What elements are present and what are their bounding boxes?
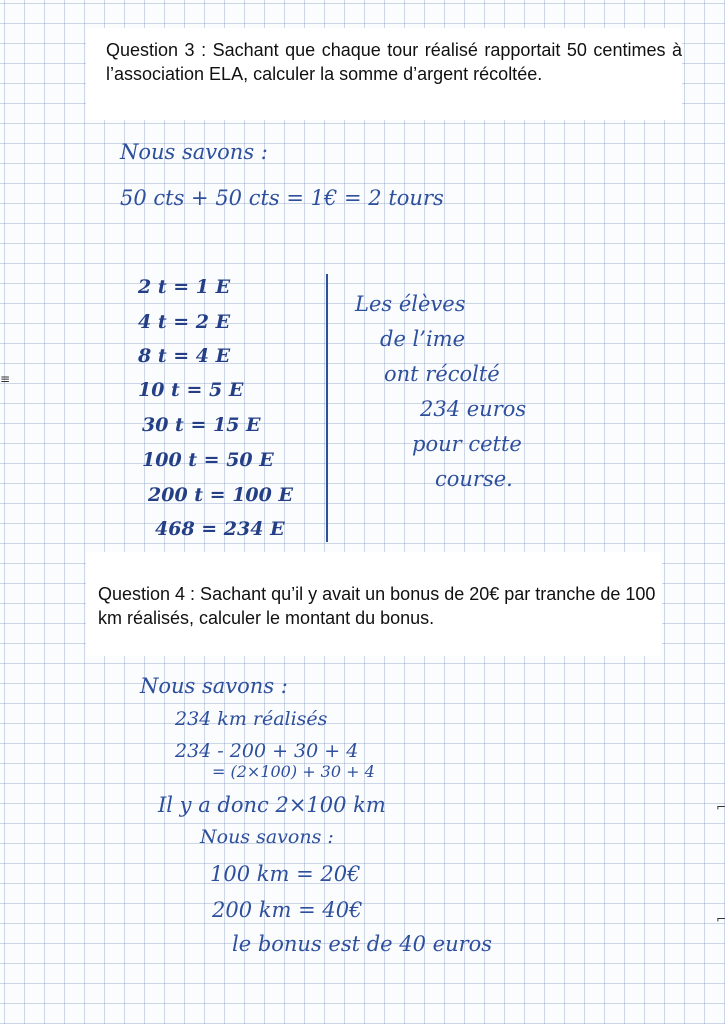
answer-4-line-3: = (2×100) + 30 + 4 [212, 762, 375, 781]
table-row-8: 468 = 234 E [155, 518, 285, 540]
table-row-2: 4 t = 2 E [138, 311, 231, 333]
margin-mark: ≡ [0, 372, 11, 386]
table-row-1: 2 t = 1 E [138, 276, 231, 298]
question-4-box [86, 552, 662, 656]
conclusion-line-4: 234 euros [420, 397, 527, 421]
table-row-6: 100 t = 50 E [142, 449, 274, 471]
question-4-text: Question 4 : Sachant qu’il y avait un bonus de 20€ par tranche de 100 km réalisés, calculer le montant du bonus. [98, 584, 656, 628]
answer-4-line-8: le bonus est de 40 euros [232, 932, 493, 956]
answer-4-line-2: 234 - 200 + 30 + 4 [175, 740, 359, 762]
table-row-5: 30 t = 15 E [142, 414, 261, 436]
answer-4-intro: Nous savons : [140, 674, 288, 698]
conclusion-line-5: pour cette [412, 432, 522, 456]
answer-4-line-7: 200 km = 40€ [212, 898, 363, 922]
margin-mark: ⌐ [716, 800, 726, 814]
table-divider [326, 274, 328, 542]
conclusion-line-6: course. [435, 467, 513, 491]
conclusion-line-2: de l’ime [380, 327, 465, 351]
table-row-4: 10 t = 5 E [138, 379, 244, 401]
answer-4-line-5: Nous savons : [200, 826, 334, 848]
conclusion-line-1: Les élèves [355, 292, 466, 316]
answer-4-line-4: Il y a donc 2×100 km [158, 793, 386, 817]
answer-4-line-6: 100 km = 20€ [210, 862, 361, 886]
margin-mark: ⌐ [716, 912, 726, 926]
table-row-3: 8 t = 4 E [138, 345, 231, 367]
answer-4-line-1: 234 km réalisés [175, 708, 328, 730]
question-3-box [86, 28, 682, 120]
question-3-text: Question 3 : Sachant que chaque tour réalisé rapportait 50 centimes à l’association ELA, calculer la somme d’argent récoltée. [106, 40, 682, 84]
table-row-7: 200 t = 100 E [148, 484, 293, 506]
answer-3-intro: Nous savons : [120, 140, 268, 164]
conclusion-line-3: ont récolté [384, 362, 500, 386]
answer-3-equation: 50 cts + 50 cts = 1€ = 2 tours [120, 186, 444, 210]
